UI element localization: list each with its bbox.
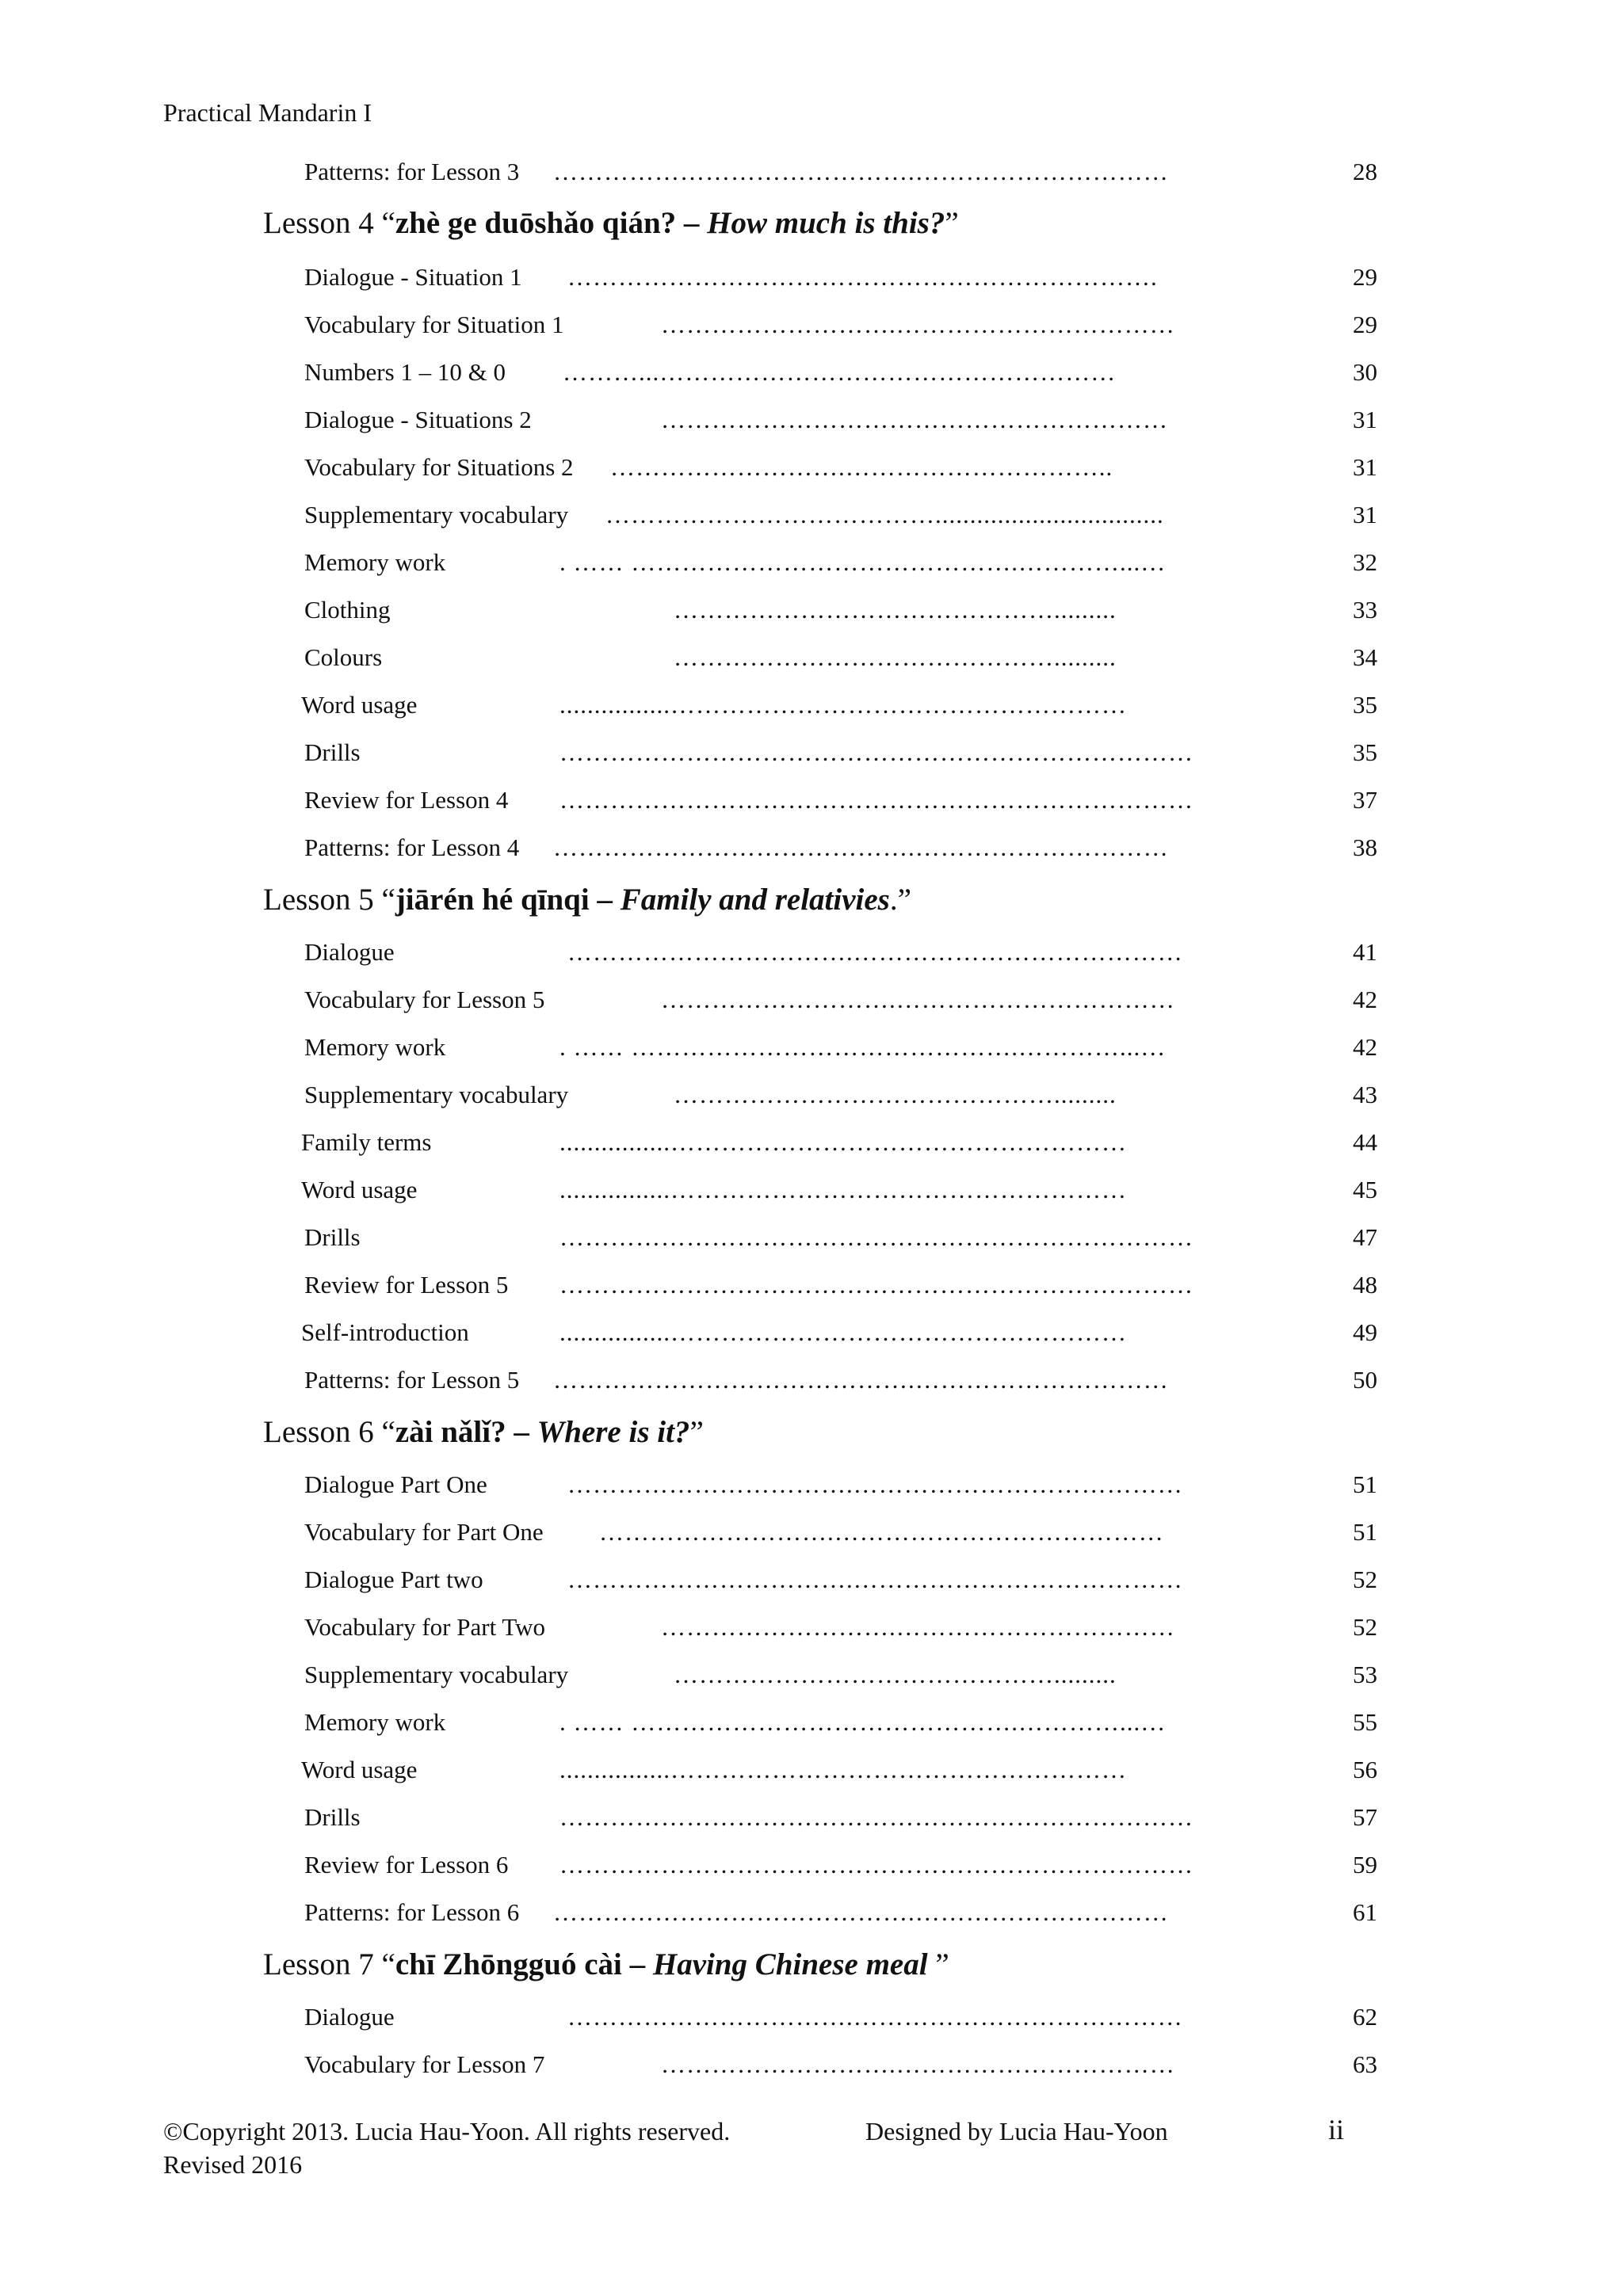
toc-entry-leader: ………………………………………………………………… xyxy=(559,1271,1193,1299)
toc-entry-page: 31 xyxy=(1353,453,1377,481)
lesson-heading-pinyin: chī Zhōngguó cài – xyxy=(395,1947,653,1981)
lesson-heading-prefix: Lesson 4 “ xyxy=(263,206,395,240)
toc-entry-page: 29 xyxy=(1353,311,1377,338)
toc-entry-label: Vocabulary for Lesson 7 xyxy=(304,2050,545,2078)
toc-entry xyxy=(0,545,1623,580)
toc-entry xyxy=(0,1705,1623,1740)
toc-entry-page: 31 xyxy=(1353,406,1377,433)
lesson-heading-suffix: ” xyxy=(689,1415,704,1449)
toc-entry xyxy=(0,2047,1623,2082)
toc-entry-label: Family terms xyxy=(301,1128,432,1156)
toc-entry-page: 51 xyxy=(1353,1470,1377,1498)
toc-entry-leader: ................……………………………………………… xyxy=(559,1318,1127,1346)
toc-entry-leader: ……………………….…………………………… xyxy=(661,986,1175,1013)
toc-entry-leader: ……………………….………………………………… xyxy=(599,1518,1164,1546)
toc-entry-page: 34 xyxy=(1353,643,1377,671)
toc-entry-page: 43 xyxy=(1353,1081,1377,1108)
toc-entry-page: 44 xyxy=(1353,1128,1377,1156)
toc-entry-label: Patterns: for Lesson 3 xyxy=(304,158,520,185)
toc-entry-page: 52 xyxy=(1353,1613,1377,1641)
copyright-notice: ©Copyright 2013. Lucia Hau-Yoon. All rights reserved. xyxy=(163,2117,731,2145)
toc-entry-page: 55 xyxy=(1353,1708,1377,1736)
toc-entry-page: 47 xyxy=(1353,1223,1377,1251)
toc-entry-page: 59 xyxy=(1353,1851,1377,1878)
toc-entry xyxy=(0,982,1623,1017)
toc-entry-leader: …………………………….………………………………… xyxy=(567,2003,1183,2031)
toc-entry-leader: ………………………………………………………………… xyxy=(559,1851,1193,1878)
toc-entry xyxy=(0,830,1623,865)
lesson-heading xyxy=(263,1412,704,1453)
toc-entry-label: Memory work xyxy=(304,1033,446,1061)
lesson-heading-pinyin: jiārén hé qīnqi – xyxy=(395,883,621,917)
toc-entry-label: Word usage xyxy=(301,1176,418,1203)
toc-entry-leader: …………………………….………………………………… xyxy=(567,938,1183,966)
toc-entry xyxy=(0,1268,1623,1302)
toc-entry xyxy=(0,1467,1623,1502)
toc-entry-page: 30 xyxy=(1353,358,1377,386)
toc-entry-page: 31 xyxy=(1353,501,1377,528)
toc-entry-page: 53 xyxy=(1353,1661,1377,1688)
toc-entry-page: 37 xyxy=(1353,786,1377,814)
toc-entry-leader: ………………………………………………………………… xyxy=(559,738,1193,766)
toc-entry-leader: …………………………….………………………………… xyxy=(567,1470,1183,1498)
toc-entry-label: Drills xyxy=(304,1223,361,1251)
toc-entry-label: Drills xyxy=(304,738,361,766)
toc-entry-page: 63 xyxy=(1353,2050,1377,2078)
toc-entry xyxy=(0,154,1623,189)
toc-entry-label: Numbers 1 – 10 & 0 xyxy=(304,358,506,386)
toc-entry-label: Supplementary vocabulary xyxy=(304,1661,569,1688)
toc-entry-leader: …………………………………………………… xyxy=(661,406,1168,433)
toc-entry-page: 42 xyxy=(1353,1033,1377,1061)
toc-entry xyxy=(0,498,1623,532)
revision-note: Revised 2016 xyxy=(163,2150,303,2179)
toc-entry-leader: ………………………………………......... xyxy=(674,1661,1117,1688)
toc-entry xyxy=(0,1125,1623,1160)
lesson-heading-prefix: Lesson 5 “ xyxy=(263,883,395,917)
toc-entry-page: 51 xyxy=(1353,1518,1377,1546)
toc-entry-label: Vocabulary for Lesson 5 xyxy=(304,986,545,1013)
toc-entry-leader: . …… ……………………………………….…………...… xyxy=(559,548,1167,576)
toc-entry-label: Patterns: for Lesson 6 xyxy=(304,1898,520,1926)
toc-entry xyxy=(0,1515,1623,1550)
toc-entry-label: Vocabulary for Situation 1 xyxy=(304,311,564,338)
toc-entry-leader: ………………………………………………………………… xyxy=(559,1803,1193,1831)
lesson-heading-prefix: Lesson 7 “ xyxy=(263,1947,395,1981)
toc-entry-label: Vocabulary for Part One xyxy=(304,1518,544,1546)
toc-entry xyxy=(0,402,1623,437)
toc-entry-label: Clothing xyxy=(304,596,391,624)
toc-entry-label: Memory work xyxy=(304,548,446,576)
toc-entry xyxy=(0,1315,1623,1350)
toc-entry xyxy=(0,307,1623,342)
toc-entry-leader: . …… ……………………………………….…………...… xyxy=(559,1033,1167,1061)
toc-entry-leader: . …… ……………………………………….…………...… xyxy=(559,1708,1167,1736)
toc-entry xyxy=(0,735,1623,770)
toc-entry xyxy=(0,783,1623,818)
toc-entry-label: Drills xyxy=(304,1803,361,1831)
running-header: Practical Mandarin I xyxy=(163,98,372,127)
toc-entry-label: Dialogue xyxy=(304,2003,395,2031)
designer-credit: Designed by Lucia Hau-Yoon xyxy=(865,2117,1168,2145)
lesson-heading-pinyin: zhè ge duōshǎo qián? – xyxy=(395,206,708,240)
toc-entry-label: Vocabulary for Part Two xyxy=(304,1613,546,1641)
lesson-heading xyxy=(263,879,911,921)
toc-entry-label: Vocabulary for Situations 2 xyxy=(304,453,574,481)
toc-entry xyxy=(0,1077,1623,1112)
lesson-heading-suffix: ” xyxy=(927,1947,949,1981)
toc-entry-leader: ................……………………………………………… xyxy=(559,1756,1127,1783)
toc-entry xyxy=(0,1363,1623,1398)
toc-entry-leader: …………………………………….………………………… xyxy=(553,833,1169,861)
toc-entry xyxy=(0,1848,1623,1882)
toc-entry-leader: ……………………….…………………………… xyxy=(661,311,1175,338)
toc-entry-label: Review for Lesson 5 xyxy=(304,1271,509,1299)
toc-entry-page: 42 xyxy=(1353,986,1377,1013)
toc-entry-leader: …………………………………….………………………… xyxy=(553,158,1169,185)
lesson-heading-pinyin: zài nǎlǐ? – xyxy=(395,1415,537,1449)
toc-entry-label: Colours xyxy=(304,643,383,671)
toc-entry-label: Supplementary vocabulary xyxy=(304,1081,569,1108)
toc-entry-page: 41 xyxy=(1353,938,1377,966)
toc-entry-leader: ……………………….………………………….. xyxy=(610,453,1113,481)
toc-entry-leader: ……………………….…………………………… xyxy=(661,2050,1175,2078)
toc-entry xyxy=(0,1562,1623,1597)
toc-entry-leader: ................……………………………………………… xyxy=(559,1128,1127,1156)
lesson-heading-english: How much is this? xyxy=(707,206,945,240)
toc-entry-leader: …………………………………….………………………… xyxy=(553,1366,1169,1394)
toc-entry-label: Review for Lesson 4 xyxy=(304,786,509,814)
toc-entry xyxy=(0,593,1623,627)
toc-entry-page: 29 xyxy=(1353,263,1377,291)
toc-entry xyxy=(0,1800,1623,1835)
toc-entry xyxy=(0,260,1623,295)
toc-entry xyxy=(0,1220,1623,1255)
toc-entry-label: Self-introduction xyxy=(301,1318,469,1346)
toc-entry-label: Dialogue - Situation 1 xyxy=(304,263,522,291)
toc-entry xyxy=(0,1753,1623,1787)
toc-entry-page: 45 xyxy=(1353,1176,1377,1203)
toc-entry-leader: ................……………………………………………… xyxy=(559,1176,1127,1203)
toc-entry-leader: ................……………………………………………… xyxy=(559,691,1127,719)
toc-entry-page: 35 xyxy=(1353,691,1377,719)
toc-entry-page: 48 xyxy=(1353,1271,1377,1299)
toc-entry-leader: ………………………………………………………………… xyxy=(559,786,1193,814)
toc-entry-page: 56 xyxy=(1353,1756,1377,1783)
toc-entry-leader: ……………………….…………………………… xyxy=(661,1613,1175,1641)
toc-entry-page: 33 xyxy=(1353,596,1377,624)
toc-entry xyxy=(0,1610,1623,1645)
toc-entry-leader: …………………………………….………………………… xyxy=(553,1898,1169,1926)
toc-entry xyxy=(0,1657,1623,1692)
toc-entry-label: Dialogue - Situations 2 xyxy=(304,406,532,433)
toc-entry-label: Memory work xyxy=(304,1708,446,1736)
toc-entry-leader: ………...……………………………………………… xyxy=(563,358,1117,386)
toc-entry-label: Patterns: for Lesson 5 xyxy=(304,1366,520,1394)
toc-entry-label: Supplementary vocabulary xyxy=(304,501,569,528)
toc-entry-page: 38 xyxy=(1353,833,1377,861)
toc-entry-leader: …………………………………................................. xyxy=(605,501,1164,528)
toc-entry xyxy=(0,2000,1623,2035)
toc-entry-page: 50 xyxy=(1353,1366,1377,1394)
lesson-heading xyxy=(263,203,959,244)
lesson-heading-prefix: Lesson 6 “ xyxy=(263,1415,395,1449)
toc-entry xyxy=(0,640,1623,675)
toc-entry-page: 62 xyxy=(1353,2003,1377,2031)
lesson-heading-suffix: .” xyxy=(889,883,911,917)
lesson-heading xyxy=(263,1944,949,1985)
toc-entry xyxy=(0,688,1623,723)
toc-entry-leader: …………………………….………………………………… xyxy=(567,1566,1183,1593)
toc-entry-label: Dialogue xyxy=(304,938,395,966)
toc-entry-leader: ……………………………………………………………. xyxy=(567,263,1158,291)
toc-entry xyxy=(0,355,1623,390)
toc-entry xyxy=(0,1030,1623,1065)
toc-entry xyxy=(0,1173,1623,1207)
toc-entry-page: 52 xyxy=(1353,1566,1377,1593)
toc-entry-page: 49 xyxy=(1353,1318,1377,1346)
toc-entry-page: 32 xyxy=(1353,548,1377,576)
toc-entry-page: 57 xyxy=(1353,1803,1377,1831)
toc-entry-label: Word usage xyxy=(301,1756,418,1783)
toc-entry-label: Word usage xyxy=(301,691,418,719)
toc-entry xyxy=(0,935,1623,970)
toc-entry-leader: ………………………………………………………………… xyxy=(559,1223,1193,1251)
lesson-heading-english: Having Chinese meal xyxy=(652,1947,928,1981)
toc-entry-label: Dialogue Part One xyxy=(304,1470,487,1498)
toc-entry xyxy=(0,450,1623,485)
toc-entry xyxy=(0,1895,1623,1930)
toc-entry-label: Dialogue Part two xyxy=(304,1566,483,1593)
toc-entry-leader: ………………………………………......... xyxy=(674,596,1117,624)
toc-entry-leader: ………………………………………......... xyxy=(674,1081,1117,1108)
page-number: ii xyxy=(1328,2114,1345,2145)
toc-entry-leader: ………………………………………......... xyxy=(674,643,1117,671)
toc-entry-page: 28 xyxy=(1353,158,1377,185)
toc-entry-label: Review for Lesson 6 xyxy=(304,1851,509,1878)
lesson-heading-suffix: ” xyxy=(945,206,959,240)
toc-entry-label: Patterns: for Lesson 4 xyxy=(304,833,520,861)
lesson-heading-english: Family and relativies xyxy=(620,883,890,917)
toc-entry-page: 61 xyxy=(1353,1898,1377,1926)
lesson-heading-english: Where is it? xyxy=(537,1415,690,1449)
toc-entry-page: 35 xyxy=(1353,738,1377,766)
